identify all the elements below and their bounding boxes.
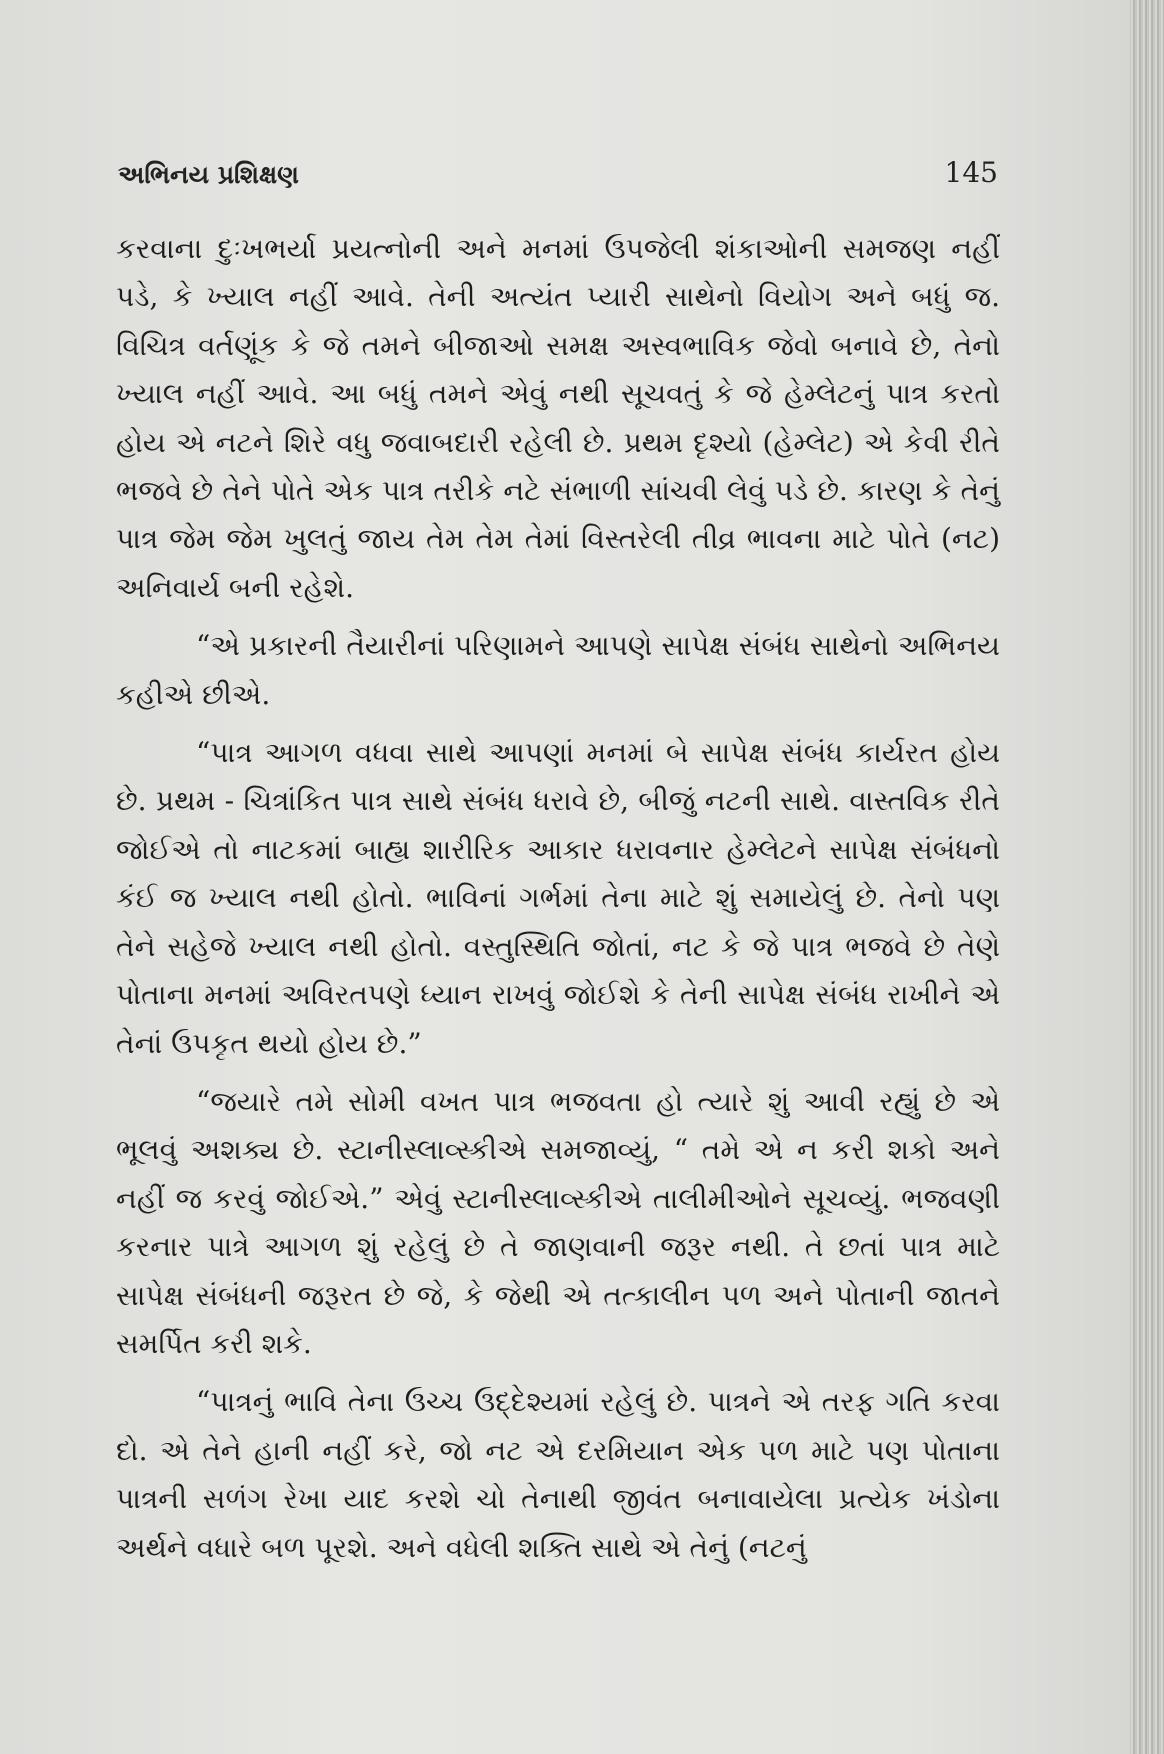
paragraph: “જયારે તમે સોમી વખત પાત્ર ભજવતા હો ત્યારે શું આવી રહ્યું છે એ ભૂલવું અશક્ય છે. સ્ટાનીસ્લાવ્સ્કીએ સમજાવ્યું, “ તમે એ ન કરી શકો અને નહીં જ કરવું જોઈએ.” એવું સ્ટાનીસ્લાવ્સ્કીએ તાલીમીઓને સૂચવ્યું. ભજવણી કરનાર પાત્રે આગળ શું રહેલું છે તે જાણવાની જરૂર નથી. તે છતાં પાત્ર માટે સાપેક્ષ સંબંધની જરૂરત છે જે, કે જેથી એ તત્કાલીન પળ અને પોતાની જાતને સમર્પિત કરી શકે.	[116, 1084, 1000, 1360]
paragraph: કરવાના દુઃખભર્યા પ્રયત્નોની અને મનમાં ઉપજેલી શંકાઓની સમજણ નહીં પડે, કે ખ્યાલ નહીં આવે. તેની અત્યંત પ્યારી સાથેનો વિયોગ અને બધું જ. વિચિત્ર વર્તણૂંક કે જે તમને બીજાઓ સમક્ષ અસ્વભાવિક જેવો બનાવે છે, તેનો ખ્યાલ નહીં આવે. આ બધું તમને એવું નથી સૂચવતું કે જે હેમ્લેટનું પાત્ર કરતો હોય એ નટને શિરે વધુ જવાબદારી રહેલી છે. પ્રથમ દૃશ્યો (હેમ્લેટ) એ કેવી રીતે ભજવે છે તેને પોતે એક પાત્ર તરીકે નટે સંભાળી સાંચવી લેવું પડે છે. કારણ કે તેનું પાત્ર જેમ જેમ ખુલતું જાય તેમ તેમ તેમાં વિસ્તરેલી તીવ્ર ભાવના માટે પોતે (નટ) અનિવાર્ય બની રહેશે.	[116, 232, 1000, 604]
page-header	[118, 156, 998, 200]
paragraph: “એ પ્રકારની તૈયારીનાં પરિણામને આપણે સાપેક્ષ સંબંધ સાથેનો અભિનય કહીએ છીએ.	[116, 629, 1000, 711]
page-number: 145	[944, 156, 998, 189]
paragraph: “પાત્રનું ભાવિ તેના ઉચ્ચ ઉદ્દેશ્યમાં રહેલું છે. પાત્રને એ તરફ ગતિ કરવા દો. એ તેને હાની નહીં કરે, જો નટ એ દરમિયાન એક પળ માટે પણ પોતાના પાત્રની સળંગ રેખા યાદ કરશે ચો તેનાથી જીવંત બનાવાયેલા પ્રત્યેક ખંડોના અર્થને વધારે બળ પૂરશે. અને વધેલી શક્તિ સાથે એ તેનું (નટનું	[116, 1385, 1000, 1564]
running-title: અભિનય પ્રશિક્ષણ	[118, 160, 299, 189]
paragraph: “પાત્ર આગળ વધવા સાથે આપણાં મનમાં બે સાપેક્ષ સંબંધ કાર્યરત હોય છે. પ્રથમ - ચિત્રાંકિત પાત્ર સાથે સંબંધ ધરાવે છે, બીજું નટની સાથે. વાસ્તવિક રીતે જોઈએ તો નાટકમાં બાહ્ય શારીરિક આકાર ધરાવનાર હેમ્લેટને સાપેક્ષ સંબંધનો કંઈ જ ખ્યાલ નથી હોતો. ભાવિનાં ગર્ભમાં તેના માટે શું સમાયેલું છે. તેનો પણ તેને સહેજે ખ્યાલ નથી હોતો. વસ્તુસ્થિતિ જોતાં, નટ કે જે પાત્ર ભજવે છે તેણે પોતાના મનમાં અવિરતપણે ધ્યાન રાખવું જોઈશે કે તેની સાપેક્ષ સંબંધ રાખીને એ તેનાં ઉપકૃત થયો હોય છે.”	[116, 736, 1000, 1060]
body-text	[116, 225, 1000, 1582]
page-edge-stack	[1130, 0, 1164, 1754]
